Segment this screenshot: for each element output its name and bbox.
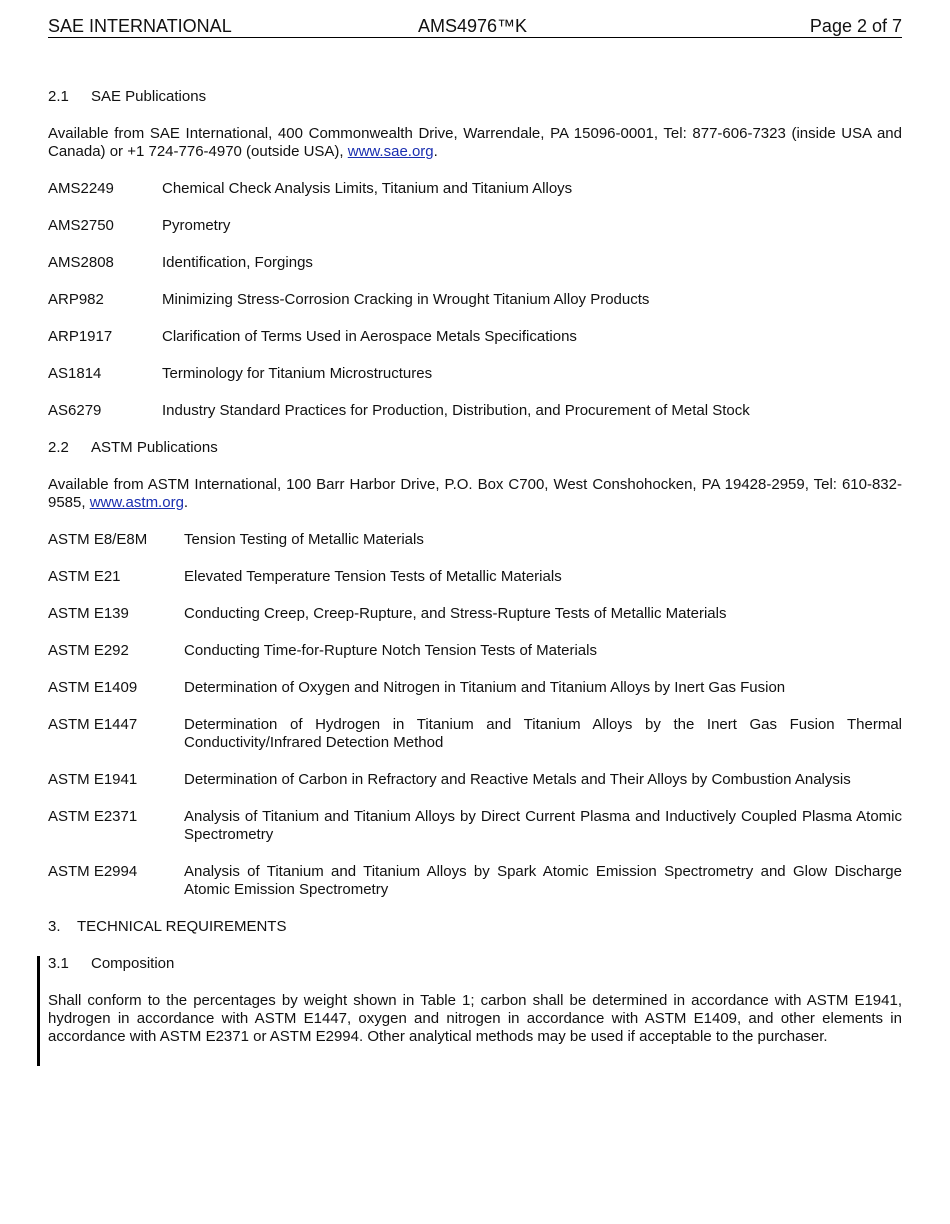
reference-item: [48, 808, 902, 844]
section-2-1-heading: [48, 88, 902, 106]
section-title: ASTM Publications: [91, 439, 218, 456]
reference-title: Elevated Temperature Tension Tests of Metallic Materials: [184, 568, 562, 585]
reference-code: ASTM E1447: [48, 716, 138, 733]
reference-title: Minimizing Stress-Corrosion Cracking in Wrought Titanium Alloy Products: [162, 291, 650, 308]
reference-item: [48, 605, 902, 623]
header-page-number: Page 2 of 7: [809, 16, 902, 36]
revision-change-bar: [37, 956, 40, 1066]
reference-item: [48, 863, 902, 899]
section-2-2-heading: [48, 439, 902, 457]
reference-item: [48, 642, 902, 660]
reference-code: ARP982: [48, 291, 104, 308]
reference-code: ASTM E1409: [48, 679, 138, 696]
reference-code: AMS2808: [48, 254, 114, 271]
sae-website-link[interactable]: www.sae.org: [347, 143, 434, 160]
reference-code: ASTM E8/E8M: [48, 531, 148, 548]
header-doc-id: AMS4976™K: [418, 16, 528, 36]
reference-title: Analysis of Titanium and Titanium Alloys by Spark Atomic Emission Spectrometry and Glow Discharge Atomic Emission Spectrometry: [184, 863, 902, 898]
reference-code: AMS2750: [48, 217, 114, 234]
sae-reference-list: [48, 161, 902, 420]
reference-item: [48, 217, 902, 235]
reference-title: Tension Testing of Metallic Materials: [184, 531, 424, 548]
reference-title: Conducting Creep, Creep-Rupture, and Stress-Rupture Tests of Metallic Materials: [184, 605, 727, 622]
reference-title: Determination of Oxygen and Nitrogen in Titanium and Titanium Alloys by Inert Gas Fusion: [184, 679, 786, 696]
document-body: [48, 88, 902, 1046]
reference-code: AS6279: [48, 402, 102, 419]
reference-title: Clarification of Terms Used in Aerospace Metals Specifications: [162, 328, 577, 345]
reference-title: Industry Standard Practices for Production, Distribution, and Procurement of Metal Stock: [162, 402, 750, 419]
reference-item: [48, 365, 902, 383]
page-header: [48, 15, 902, 38]
reference-title: Determination of Hydrogen in Titanium and Titanium Alloys by the Inert Gas Fusion Thermal Conductivity/Infrared Detection Method: [184, 716, 902, 751]
reference-item: [48, 679, 902, 697]
reference-item: [48, 568, 902, 586]
reference-title: Analysis of Titanium and Titanium Alloys by Direct Current Plasma and Inductively Coupled Plasma Atomic Spectrometry: [184, 808, 902, 843]
astm-reference-list: [48, 512, 902, 899]
reference-title: Identification, Forgings: [162, 254, 313, 271]
section-title: TECHNICAL REQUIREMENTS: [77, 918, 287, 935]
reference-item: [48, 291, 902, 309]
reference-item: [48, 328, 902, 346]
reference-item: [48, 180, 902, 198]
section-number: 2.2: [48, 439, 69, 456]
reference-title: Conducting Time-for-Rupture Notch Tension Tests of Materials: [184, 642, 597, 659]
reference-code: ASTM E21: [48, 568, 121, 585]
reference-title: Pyrometry: [162, 217, 231, 234]
reference-item: [48, 531, 902, 549]
reference-title: Chemical Check Analysis Limits, Titanium and Titanium Alloys: [162, 180, 573, 197]
reference-item: [48, 254, 902, 272]
sae-availability-paragraph: Available from SAE International, 400 Commonwealth Drive, Warrendale, PA 15096-0001, Tel: 877-606-7323 (inside USA and Canada) or +1 724-776-4970 (outside USA), www.sae.org.: [48, 125, 902, 160]
reference-title: Determination of Carbon in Refractory and Reactive Metals and Their Alloys by Combustion Analysis: [184, 771, 851, 788]
section-number: 2.1: [48, 88, 69, 105]
reference-code: AS1814: [48, 365, 102, 382]
reference-item: [48, 402, 902, 420]
section-title: Composition: [91, 955, 175, 972]
section-3-1-heading: [48, 955, 902, 973]
reference-code: ASTM E2371: [48, 808, 138, 825]
astm-availability-paragraph: Available from ASTM International, 100 Barr Harbor Drive, P.O. Box C700, West Conshohocken, PA 19428-2959, Tel: 610-832-9585, www.astm.org.: [48, 476, 902, 511]
header-org: SAE INTERNATIONAL: [48, 16, 232, 36]
reference-title: Terminology for Titanium Microstructures: [162, 365, 433, 382]
reference-code: ASTM E292: [48, 642, 129, 659]
reference-code: ASTM E2994: [48, 863, 138, 880]
section-number: 3.1: [48, 955, 69, 972]
reference-code: AMS2249: [48, 180, 114, 197]
section-3-heading: [48, 918, 902, 936]
reference-code: ASTM E139: [48, 605, 129, 622]
section-number: 3.: [48, 918, 61, 935]
composition-paragraph: Shall conform to the percentages by weight shown in Table 1; carbon shall be determined in accordance with ASTM E1941, hydrogen in accordance with ASTM E1447, oxygen and nitrogen in accordance with ASTM E1409, and other elements in accordance with ASTM E2371 or ASTM E2994. Other analytical methods may be used if acceptable to the purchaser.: [48, 992, 902, 1045]
section-title: SAE Publications: [91, 88, 207, 105]
reference-item: [48, 771, 902, 789]
reference-code: ASTM E1941: [48, 771, 138, 788]
astm-website-link[interactable]: www.astm.org: [89, 494, 184, 511]
reference-item: [48, 716, 902, 752]
reference-code: ARP1917: [48, 328, 113, 345]
